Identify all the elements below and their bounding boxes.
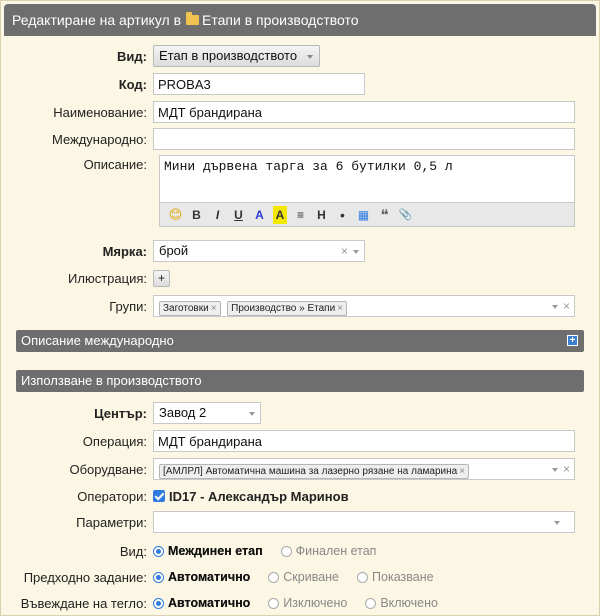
align-icon[interactable]: ≡	[296, 207, 304, 222]
tsentar-select[interactable]	[153, 402, 261, 424]
radio-unselected-icon	[357, 572, 368, 583]
label-stage-type: Вид:	[119, 543, 147, 559]
expand-icon[interactable]: +	[567, 335, 578, 346]
add-illustration-button[interactable]: +	[153, 270, 170, 287]
radio-unselected-icon	[268, 598, 279, 609]
vid-select[interactable]	[153, 45, 320, 67]
label-ilyustratsiya: Илюстрация:	[68, 270, 147, 286]
myarka-select[interactable]	[153, 240, 365, 262]
table-icon[interactable]: ▦	[357, 207, 370, 222]
row-myarka	[1, 239, 600, 263]
radio-selected-icon	[153, 572, 164, 583]
operator-checkbox[interactable]	[153, 490, 165, 502]
clear-icon[interactable]: ×	[562, 462, 570, 476]
parametri-select[interactable]	[153, 511, 575, 533]
chevron-down-icon	[353, 250, 359, 254]
editor-toolbar	[159, 203, 575, 227]
radio-unselected-icon	[268, 572, 279, 583]
row-operatsiya	[1, 429, 600, 453]
label-parametri: Параметри:	[76, 514, 147, 530]
remove-tag-icon[interactable]: ×	[337, 303, 344, 314]
underline-icon[interactable]: U	[234, 207, 243, 222]
row-parametri	[1, 511, 600, 533]
chevron-down-icon	[552, 468, 558, 472]
row-vid	[1, 44, 600, 68]
quote-icon[interactable]: ❝	[380, 206, 389, 224]
naimenovanie-input[interactable]	[153, 101, 575, 123]
emoji-icon[interactable]: 😊	[168, 206, 183, 222]
operator-name: ID17 - Александър Маринов	[169, 488, 349, 504]
section-title: Използване в производството	[21, 373, 202, 388]
section-title: Описание международно	[21, 333, 174, 348]
bold-icon[interactable]: B	[192, 207, 201, 222]
row-ilyustratsiya	[1, 268, 600, 288]
radio-finalen[interactable]: Финален етап	[281, 544, 377, 558]
radio-selected-icon	[153, 546, 164, 557]
tag-zagotovki: Заготовки ×	[159, 301, 221, 316]
chevron-down-icon	[552, 305, 558, 309]
label-naimenovanie: Наименование:	[53, 104, 147, 120]
section-izpolzvane	[16, 370, 584, 392]
label-myarka: Мярка:	[102, 243, 147, 259]
clear-icon[interactable]: ×	[562, 299, 570, 313]
opisanie-textarea[interactable]: Мини дървена тарга за 6 бутилки 0,5 л	[159, 155, 575, 203]
teglo-radio-group	[153, 596, 456, 610]
row-oborudvane	[1, 457, 600, 481]
row-teglo	[1, 593, 600, 613]
row-operatori	[1, 486, 600, 506]
row-kod	[1, 72, 600, 96]
tsentar-select-value: Завод 2	[159, 405, 207, 420]
predhodno-radio-group	[153, 570, 452, 584]
font-color-icon[interactable]: A	[255, 207, 264, 222]
radio-mezhdinen[interactable]: Междинен етап	[153, 544, 263, 558]
dialog-title: Редактиране на артикул в	[12, 12, 182, 28]
dialog-titlebar	[4, 4, 596, 36]
label-mezhdunarodno: Международно:	[51, 131, 147, 147]
myarka-select-value: брой	[159, 243, 189, 258]
label-opisanie: Описание:	[83, 156, 147, 172]
radio-unselected-icon	[281, 546, 292, 557]
tag-proizvodstvo-etapi: Производство » Етапи ×	[227, 301, 347, 316]
tag-equipment: [АМЛРЛ] Автоматична машина за лазерно рязане на ламарина ×	[159, 464, 469, 479]
label-predhodno: Предходно задание:	[23, 569, 147, 585]
grupi-multiselect[interactable]	[153, 295, 575, 317]
dialog-title-folder: Етапи в производството	[202, 12, 359, 28]
chevron-down-icon	[249, 412, 255, 416]
label-operatori: Оператори:	[77, 488, 147, 504]
radio-teglo-off[interactable]: Изключено	[268, 596, 347, 610]
label-vid: Вид:	[117, 48, 147, 64]
label-operatsiya: Операция:	[82, 433, 147, 449]
operatsiya-input[interactable]	[153, 430, 575, 452]
attachment-icon[interactable]: 📎	[398, 209, 413, 221]
remove-tag-icon[interactable]: ×	[459, 466, 466, 477]
italic-icon[interactable]: I	[215, 207, 220, 222]
chevron-down-icon	[307, 55, 313, 59]
label-oborudvane: Оборудване:	[69, 461, 147, 477]
radio-teglo-on[interactable]: Включено	[365, 596, 438, 610]
radio-predhodno-show[interactable]: Показване	[357, 570, 434, 584]
row-grupi	[1, 294, 600, 318]
row-predhodno	[1, 567, 600, 587]
clear-icon[interactable]: ×	[340, 244, 348, 258]
radio-selected-icon	[153, 598, 164, 609]
label-tsentar: Център:	[94, 405, 147, 421]
highlight-icon[interactable]: A	[273, 206, 287, 224]
list-icon[interactable]: •	[340, 206, 345, 223]
label-grupi: Групи:	[109, 298, 147, 314]
row-stage-type	[1, 541, 600, 561]
label-teglo: Въвеждане на тегло:	[20, 595, 147, 611]
row-mezhdunarodno	[1, 127, 600, 151]
remove-tag-icon[interactable]: ×	[210, 303, 217, 314]
kod-input[interactable]	[153, 73, 365, 95]
radio-predhodno-auto[interactable]: Автоматично	[153, 570, 250, 584]
chevron-down-icon	[554, 521, 560, 525]
row-naimenovanie	[1, 100, 600, 124]
section-opisanie-mezhdunarodno[interactable]	[16, 330, 584, 352]
oborudvane-multiselect[interactable]	[153, 458, 575, 480]
row-tsentar	[1, 402, 600, 424]
radio-unselected-icon	[365, 598, 376, 609]
mezhdunarodno-input[interactable]	[153, 128, 575, 150]
radio-predhodno-hide[interactable]: Скриване	[268, 570, 339, 584]
label-kod: Код:	[118, 76, 147, 92]
vid-select-value: Етап в производството	[159, 48, 298, 63]
heading-icon[interactable]: H	[317, 207, 326, 222]
stage-type-radio-group	[153, 544, 394, 558]
radio-teglo-auto[interactable]: Автоматично	[153, 596, 250, 610]
folder-icon	[186, 15, 199, 25]
